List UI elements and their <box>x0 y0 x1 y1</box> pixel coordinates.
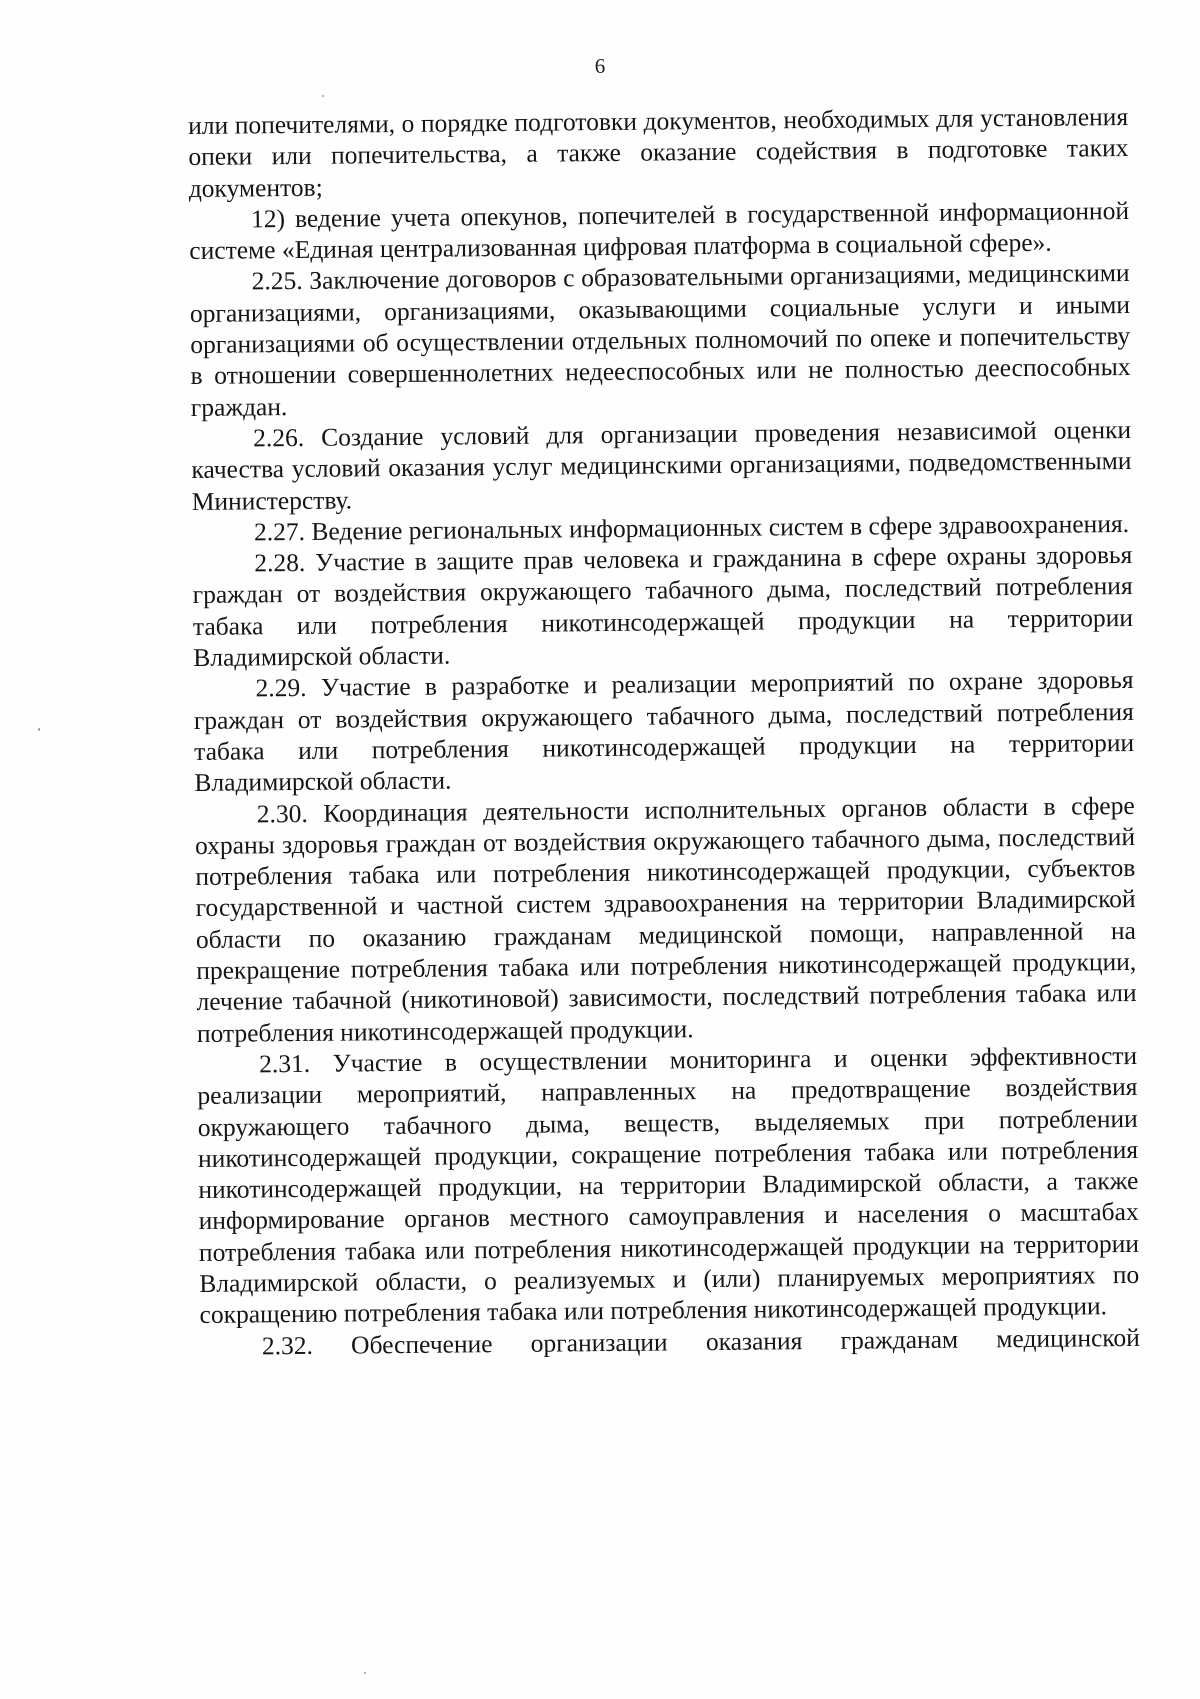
paragraph-2-31: 2.31. Участие в осуществлении мониторинга и оценки эффективности реализации мероприятий, направленных на предотвращение воздействия окружающего табачного дыма, веществ, выделяемых при потреблении никотинсодержащей продукции, сокращение потребления табака или потребления никотинсодержащей продукции, на территории Владимирской области, а также информирование органов местного самоуправления и населения о масштабах потребления табака или потребления никотинсодержащей продукции на территории Владимирской области, о реализуемых и (или) планируемых мероприятиях по сокращению потребления табака или потребления никотинсодержащей продукции. <box>197 1040 1140 1330</box>
paragraph-2-32: 2.32. Обеспечение организации оказания гражданам медицинской <box>261 1322 1140 1360</box>
paragraph-2-27: 2.27. Ведение региональных информационных систем в сфере здравоохранения. <box>253 508 1130 547</box>
scan-speck <box>364 1672 366 1674</box>
scan-speck <box>322 95 324 97</box>
paragraph-guardianship-docs: или попечителями, о порядке подготовки документов, необходимых для установления опеки или попечительства, а также оказание содействия в подготовке таких документов; <box>188 101 1129 203</box>
paragraph-2-30: 2.30. Координация деятельности исполнительных органов области в сфере охраны здоровья граждан от воздействия окружающего табачного дыма, последствий потребления табака или потребления никотинсодержащей продукции, субъектов государственной и частной систем здравоохранения на территории Владимирской области по оказанию гражданам медицинской помощи, направленной на прекращение потребления табака или потребления никотинсодержащей продукции, лечение табачной (никотиновой) зависимости, последствий потребления табака или потребления никотинсодержащей продукции. <box>194 790 1137 1048</box>
scan-speck <box>38 728 40 731</box>
paragraph-2-29: 2.29. Участие в разработке и реализации мероприятий по охране здоровья граждан от воздействия окружающего табачного дыма, последствий потребления табака или потребления никотинсодержащей продукции на территории Владимирской области. <box>193 665 1135 798</box>
paragraph-item-12: 12) ведение учета опекунов, попечителей в государственной информационной системе «Единая централизованная цифровая платформа в социальной сфере». <box>189 195 1130 266</box>
paragraph-2-28: 2.28. Участие в защите прав человека и гражданина в сфере охраны здоровья граждан от воздействия окружающего табачного дыма, последствий потребления табака или потребления никотинсодержащей продукции на территории Владимирской области. <box>192 540 1134 673</box>
paragraph-2-25: 2.25. Заключение договоров с образовательными организациями, медицинскими организациями, организациями, оказывающими социальные услуги и иными организациями об осуществлении отдельных полномочий по опеке и попечительству в отношении совершеннолетних недееспособных или не полностью дееспособных граждан. <box>189 258 1131 422</box>
paragraph-2-26: 2.26. Создание условий для организации проведения независимой оценки качества условий оказания услуг медицинскими организациями, подведомственными Министерству. <box>191 414 1132 516</box>
document-body <box>188 101 1140 1362</box>
page-number: 6 <box>594 54 606 78</box>
